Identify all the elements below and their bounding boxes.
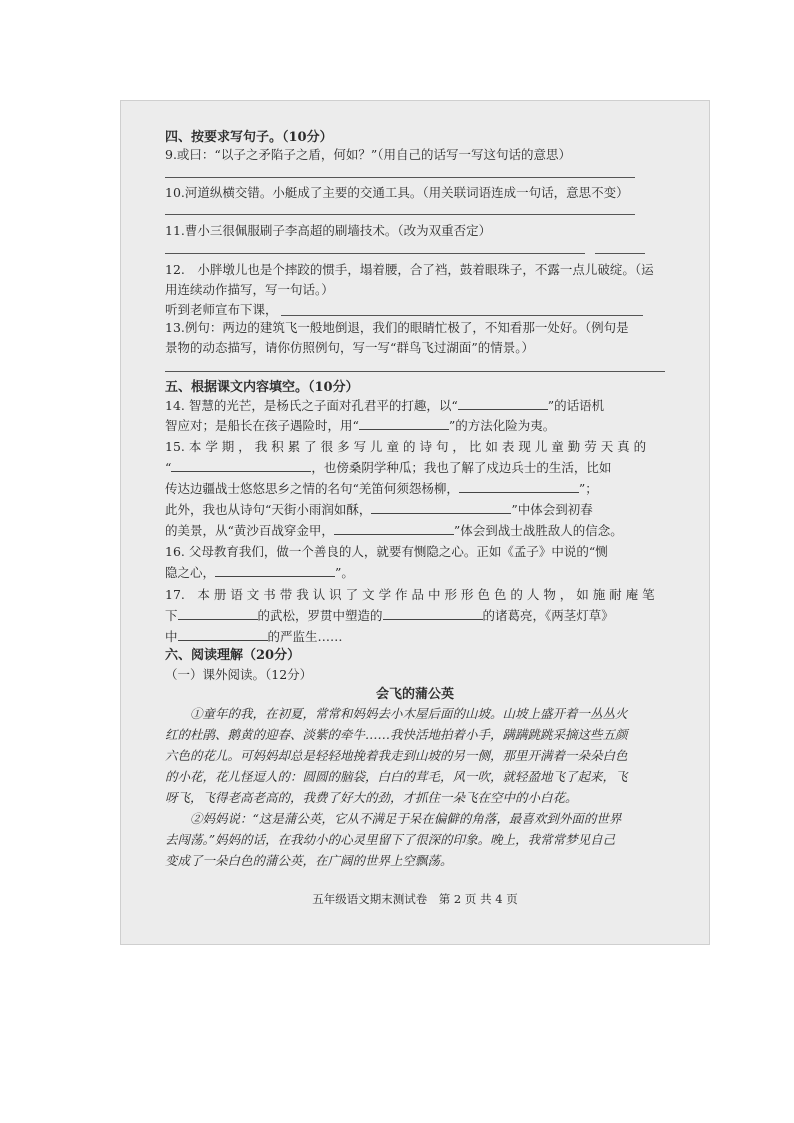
question-15-line-3: 传达边疆战士悠悠思乡之情的名句“羌笛何须怨杨柳， ”； — [165, 481, 598, 496]
question-16-line-2: 隐之心， ”。 — [165, 565, 354, 580]
fill-blank[interactable] — [458, 397, 548, 410]
question-13-line-2: 景物的动态描写，请你仿照例句，写一写“群鸟飞过湖面”的情景。） — [165, 340, 535, 355]
question-16-line-1: 16. 父母教育我们，做一个善良的人，就要有恻隐之心。正如《孟子》中说的“恻 — [165, 544, 608, 559]
question-10: 10.河道纵横交错。小艇成了主要的交通工具。（用关联词语连成一句话，意思不变） — [165, 185, 629, 200]
answer-line-13 — [165, 371, 665, 372]
passage-line: 去闯荡。”妈妈的话，在我幼小的心灵里留下了很深的印象。晚上，我常常梦见自己 — [165, 832, 616, 847]
question-14-line-1: 14. 智慧的光芒，是杨氏之子面对孔君平的打趣，以“ ”的话语机 — [165, 398, 605, 413]
answer-line-11a — [165, 253, 585, 254]
passage-line: 呀飞，飞得老高老高的，我费了好大的劲，才抓住一朵飞在空中的小白花。 — [165, 790, 578, 805]
question-12-line-1: 12. 小胖墩儿也是个摔跤的惯手，塌着腰，合了裆，鼓着眼珠子，不露一点儿破绽。（运 — [165, 262, 654, 277]
passage-line: 的小花，花儿怪逗人的：圆圆的脑袋，白白的茸毛，风一吹，就轻盈地飞了起来，飞 — [165, 769, 628, 784]
question-13-line-1: 13.例句：两边的建筑飞一般地倒退，我们的眼睛忙极了，不知看那一处好。（例句是 — [165, 320, 629, 335]
fill-blank[interactable] — [178, 628, 268, 641]
passage-line: 变成了一朵白色的蒲公英，在广阔的世界上空飘荡。 — [165, 853, 453, 868]
passage-line: ②妈妈说：“这是蒲公英，它从不满足于呆在偏僻的角落，最喜欢到外面的世界 — [165, 811, 622, 826]
passage-line: 红的杜鹃、鹅黄的迎春、淡紫的牵牛……我快活地拍着小手，蹒蹒跳跳采摘这些五颜 — [165, 727, 628, 742]
question-15-line-5: 的美景，从“黄沙百战穿金甲， ”体会到战士战胜敌人的信念。 — [165, 523, 623, 538]
section-4-heading: 四、按要求写句子。（10分） — [165, 130, 333, 145]
passage-title: 会飞的蒲公英 — [375, 687, 454, 702]
fill-blank[interactable] — [215, 564, 335, 577]
passage-line: ①童年的我，在初夏，常常和妈妈去小木屋后面的山坡。山坡上盛开着一丛丛火 — [165, 706, 628, 721]
fill-blank[interactable] — [178, 607, 258, 620]
fill-blank[interactable] — [459, 480, 579, 493]
question-14-line-2: 智应对；是船长在孩子遇险时，用“ ”的方法化险为夷。 — [165, 418, 556, 433]
section-6-heading: 六、阅读理解（20分） — [165, 648, 301, 663]
question-12-line-3: 听到老师宣布下课， — [165, 302, 278, 317]
question-17-line-3: 中 的严监生…… — [165, 629, 343, 644]
answer-line-12 — [281, 315, 643, 316]
answer-line-11b — [595, 253, 645, 254]
fill-blank[interactable] — [359, 417, 449, 430]
question-12-line-2: 用连续动作描写，写一句话。） — [165, 282, 334, 297]
question-17-line-2: 下 的武松，罗贯中塑造的 的诸葛亮，《两茎灯草》 — [165, 608, 614, 623]
question-17-line-1: 17. 本 册 语 文 书 带 我 认 识 了 文 学 作 品 中 形 形 色 色 的 人 物 ， 如 施 耐 庵 笔 — [165, 587, 655, 602]
fill-blank[interactable] — [334, 522, 454, 535]
question-15-line-2: “ ，也傍桑阴学种瓜；我也了解了戍边兵士的生活，比如 — [165, 460, 612, 475]
section-5-heading: 五、根据课文内容填空。（10分） — [165, 380, 359, 395]
passage-line: 六色的花儿。可妈妈却总是轻轻地挽着我走到山坡的另一侧，那里开满着一朵朵白色 — [165, 748, 628, 763]
fill-blank[interactable] — [383, 607, 483, 620]
question-15-line-4: 此外，我也从诗句“天街小雨润如酥， ”中体会到初春 — [165, 502, 593, 517]
fill-blank[interactable] — [171, 459, 311, 472]
question-15-line-1: 15. 本 学 期 ， 我 积 累 了 很 多 写 儿 童 的 诗 句 ， 比 如 表 现 儿 童 勤 劳 天 真 的 — [165, 439, 647, 454]
answer-line-10 — [165, 214, 635, 215]
answer-line-9 — [165, 177, 635, 178]
question-11: 11.曹小三很佩服刷子李高超的刷墙技术。（改为双重否定） — [165, 223, 492, 238]
section-6-subheading: （一）课外阅读。（12分） — [165, 667, 313, 682]
scanned-page-photo — [120, 100, 710, 945]
exam-paper — [121, 101, 709, 944]
question-9: 9.或曰：“以子之矛陷子之盾，何如？”（用自己的话写一写这句话的意思） — [165, 147, 571, 162]
fill-blank[interactable] — [371, 501, 511, 514]
page-footer: 五年级语文期末测试卷 第 2 页 共 4 页 — [312, 892, 518, 906]
